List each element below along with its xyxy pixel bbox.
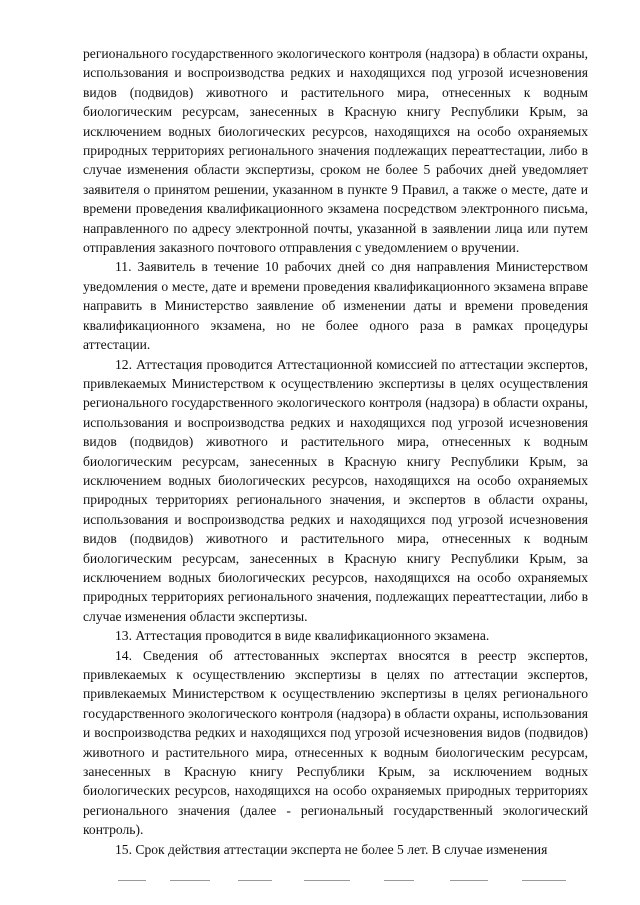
footer-mark [304, 880, 350, 881]
footer-mark [522, 880, 566, 881]
paragraph-13: 13. Аттестация проводится в виде квалификационного экзамена. [115, 628, 490, 644]
paragraph-continuation: регионального государственного экологического контроля (надзора) в области охраны, использования и воспроизводства редких и находящихся под угрозой исчезновения видов (подвидов) животного и растительного мира, отнесенных к водным биологическим ресурсам, занесенных в Красную книгу Республики Крым, за исключением водных биологических ресурсов, находящихся на особо охраняемых природных территориях регионального значения подлежащих переаттестации, либо в случае изменения области экспертизы, сроком не более 5 рабочих дней уведомляет заявителя о принятом решении, указанном в пункте 9 Правил, а также о месте, дате и времени проведения квалификационного экзамена посредством электронного письма, направленного по адресу электронной почты, указанной в заявлении лица или путем отправления заказного почтового отправления с уведомлением о вручении. [83, 46, 588, 256]
footer-mark [238, 880, 272, 881]
document-body [83, 44, 588, 859]
footer-mark [384, 880, 414, 881]
paragraph-11: 11. Заявитель в течение 10 рабочих дней со дня направления Министерством уведомления о месте, дате и времени проведения квалификационного экзамена вправе направить в Министерство заявление об изменении даты и времени проведения квалификационного экзамена, но не более одного раза в рамках процедуры аттестации. [83, 259, 588, 353]
footer-mark [450, 880, 488, 881]
paragraph-15: 15. Срок действия аттестации эксперта не более 5 лет. В случае изменения [115, 841, 548, 857]
footer-mark [170, 880, 210, 881]
footer-mark [118, 880, 146, 881]
paragraph-12: 12. Аттестация проводится Аттестационной комиссией по аттестации экспертов, привлекаемых Министерством к осуществлению экспертизы в целях осуществления регионального государственного экологического контроля (надзора) в области охраны, использования и воспроизводства редких и находящихся под угрозой исчезновения видов (подвидов) животного и растительного мира, отнесенных к водным биологическим ресурсам, занесенных в Красную книгу Республики Крым, за исключением водных биологических ресурсов, находящихся на особо охраняемых природных территориях регионального значения, и экспертов в области охраны, использования и воспроизводства редких и находящихся под угрозой исчезновения видов (подвидов) животного и растительного мира, отнесенных к водным биологическим ресурсам, занесенных в Красную книгу Республики Крым, за исключением водных биологических ресурсов, находящихся на особо охраняемых природных территориях регионального значения, подлежащих переаттестации, либо в случае изменения области экспертизы. [83, 356, 588, 624]
footer-scan-marks [118, 880, 598, 884]
paragraph-14: 14. Сведения об аттестованных экспертах вносятся в реестр экспертов, привлекаемых к осуществлению экспертизы в целях по аттестации экспертов, привлекаемых Министерством к осуществлению экспертизы в целях регионального государственного экологического контроля (надзора) в области охраны, использования и воспроизводства редких и находящихся под угрозой исчезновения видов (подвидов) животного и растительного мира, отнесенных к водным биологическим ресурсам, занесенных в Красную книгу Республики Крым, за исключением водных биологических ресурсов, находящихся на особо охраняемых природных территориях регионального значения (далее - региональный государственный экологический контроль). [83, 647, 588, 838]
